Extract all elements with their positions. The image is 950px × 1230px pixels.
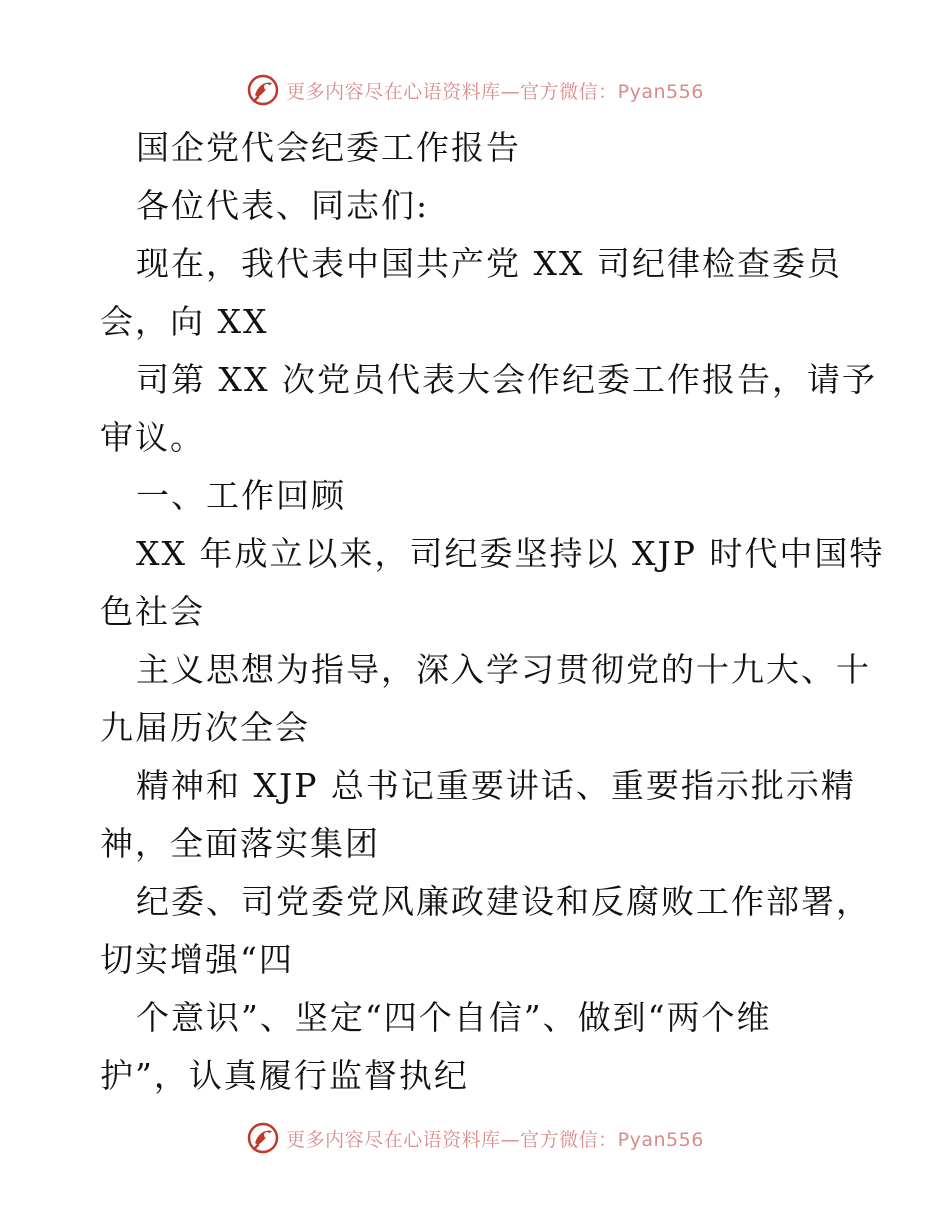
paragraph-line: 护”，认真履行监督执纪 bbox=[100, 1056, 469, 1095]
watermark-text: 更多内容尽在心语资料库—官方微信：Pyan556 bbox=[286, 80, 704, 103]
paragraph-line: 主义思想为指导，深入学习贯彻党的十九大、十 bbox=[136, 650, 871, 689]
paragraph-line: 神，全面落实集团 bbox=[100, 824, 380, 863]
paragraph-line: 审议。 bbox=[100, 418, 205, 457]
paragraph-line: 个意识”、坚定“四个自信”、做到“两个维 bbox=[136, 998, 772, 1037]
paragraph-line: XX 年成立以来，司纪委坚持以 XJP 时代中国特 bbox=[136, 534, 885, 573]
paragraph-line: 会，向 XX bbox=[100, 302, 269, 341]
paragraph-line: 现在，我代表中国共产党 XX 司纪律检查委员 bbox=[136, 244, 842, 283]
paragraph-line: 九届历次全会 bbox=[100, 708, 310, 747]
document-title: 国企党代会纪委工作报告 bbox=[136, 128, 521, 167]
watermark-text: 更多内容尽在心语资料库—官方微信：Pyan556 bbox=[286, 1128, 704, 1151]
paragraph-line: 纪委、司党委党风廉政建设和反腐败工作部署， bbox=[136, 882, 871, 921]
section-heading: 一、工作回顾 bbox=[136, 476, 346, 515]
rose-pen-logo-icon bbox=[246, 1121, 280, 1155]
paragraph-line: 色社会 bbox=[100, 592, 205, 631]
paragraph-line: 切实增强“四 bbox=[100, 940, 294, 979]
rose-pen-logo-icon bbox=[246, 73, 280, 107]
footer-watermark bbox=[0, 1118, 950, 1158]
paragraph-line: 精神和 XJP 总书记重要讲话、重要指示批示精 bbox=[136, 766, 856, 805]
salutation: 各位代表、同志们: bbox=[136, 186, 430, 225]
header-watermark bbox=[0, 70, 950, 110]
paragraph-line: 司第 XX 次党员代表大会作纪委工作报告，请予 bbox=[136, 360, 877, 399]
